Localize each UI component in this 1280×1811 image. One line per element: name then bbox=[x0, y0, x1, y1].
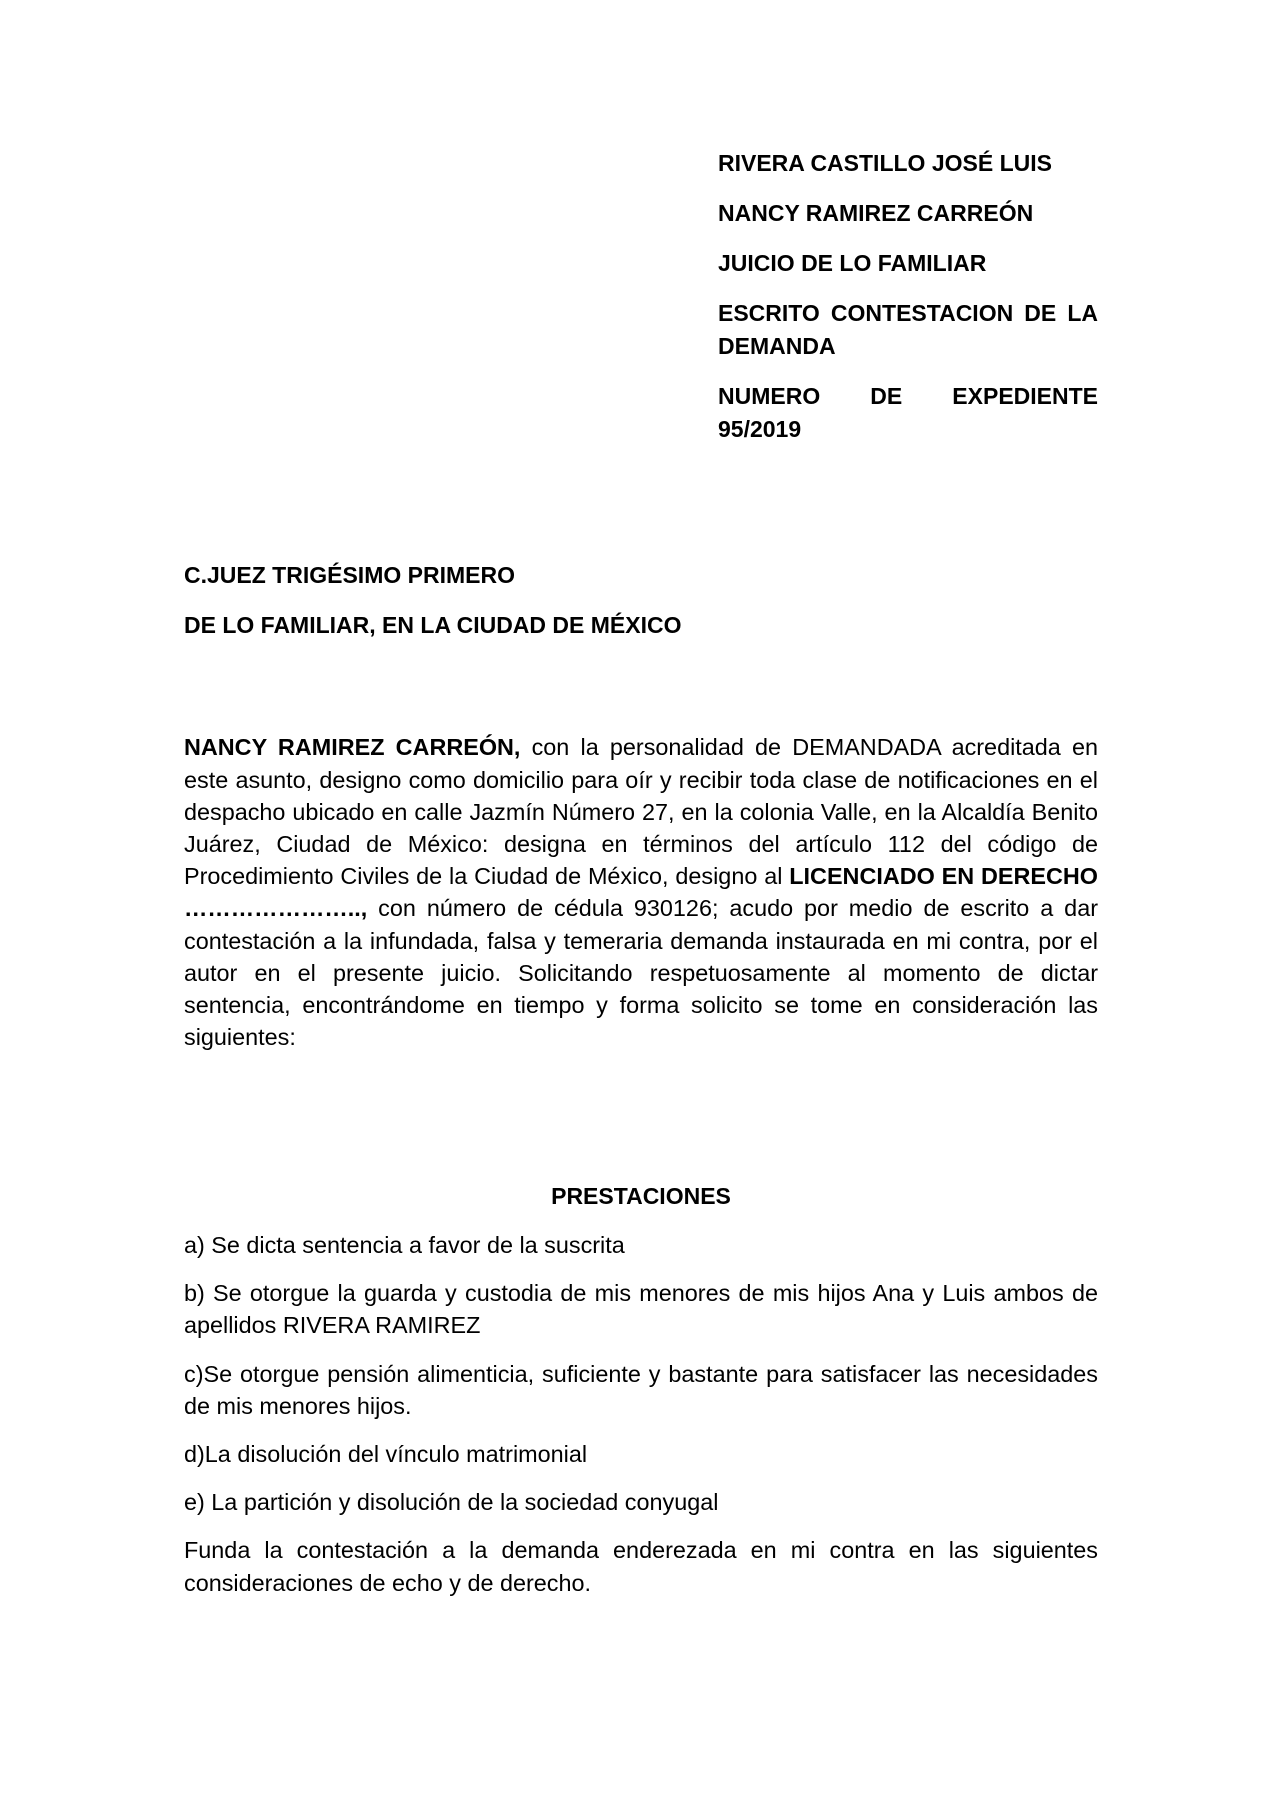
addressee-judge: C.JUEZ TRIGÉSIMO PRIMERO bbox=[184, 562, 515, 588]
case-header bbox=[718, 147, 1098, 463]
claim-item-d: d)La disolución del vínculo matrimonial bbox=[184, 1441, 588, 1468]
intro-text-1: con la personalidad de DEMANDADA acreditada en este asunto, designo como domicilio para oír y recibir toda clase de notificaciones en el despacho ubicado en calle Jazmín Número 27, en la colonia Valle, en la Alcaldía Benito Juárez, Ciudad de México: designa en términos del artículo 112 del código de Procedimiento Civiles de la Ciudad de México, designo al bbox=[184, 734, 1099, 890]
header-party-1: RIVERA CASTILLO JOSÉ LUIS bbox=[718, 150, 1052, 176]
claim-item-e: e) La partición y disolución de la sociedad conyugal bbox=[184, 1489, 719, 1516]
header-party-2: NANCY RAMIREZ CARREÓN bbox=[718, 200, 1034, 226]
defendant-name: NANCY RAMIREZ CARREÓN, bbox=[184, 734, 521, 761]
closing-paragraph: Funda la contestación a la demanda enderezada en mi contra en las siguientes consideraciones de echo y de derecho. bbox=[184, 1537, 1098, 1596]
header-document-type: ESCRITO CONTESTACION DE LA DEMANDA bbox=[718, 300, 1098, 359]
claims-list bbox=[184, 1229, 1098, 1599]
header-trial-type: JUICIO DE LO FAMILIAR bbox=[718, 250, 987, 276]
claim-item-b: b) Se otorgue la guarda y custodia de mis menores de mis hijos Ana y Luis ambos de apellidos RIVERA RAMIREZ bbox=[184, 1280, 1098, 1339]
section-title-prestaciones: PRESTACIONES bbox=[551, 1183, 731, 1209]
intro-text-2: con número de cédula 930126; acudo por medio de escrito a dar contestación a la infundada, falsa y temeraria demanda instaurada en mi contra, por el autor en el presente juicio. Solicitando respetuosamente al momento de dictar sentencia, encontrándome en tiempo y forma solicito se tome en consideración las siguientes: bbox=[184, 895, 1098, 1051]
lawyer-designation: LICENCIADO EN DERECHO ………………….., bbox=[184, 863, 1098, 922]
header-file-number: NUMERO DE EXPEDIENTE 95/2019 bbox=[718, 383, 1098, 442]
claim-item-a: a) Se dicta sentencia a favor de la suscrita bbox=[184, 1232, 625, 1258]
addressee-court: DE LO FAMILIAR, EN LA CIUDAD DE MÉXICO bbox=[184, 612, 682, 638]
intro-paragraph bbox=[184, 731, 1098, 1053]
addressee bbox=[184, 559, 1098, 659]
claim-item-c: c)Se otorgue pensión alimenticia, suficiente y bastante para satisfacer las necesidades de mis menores hijos. bbox=[184, 1360, 1098, 1419]
